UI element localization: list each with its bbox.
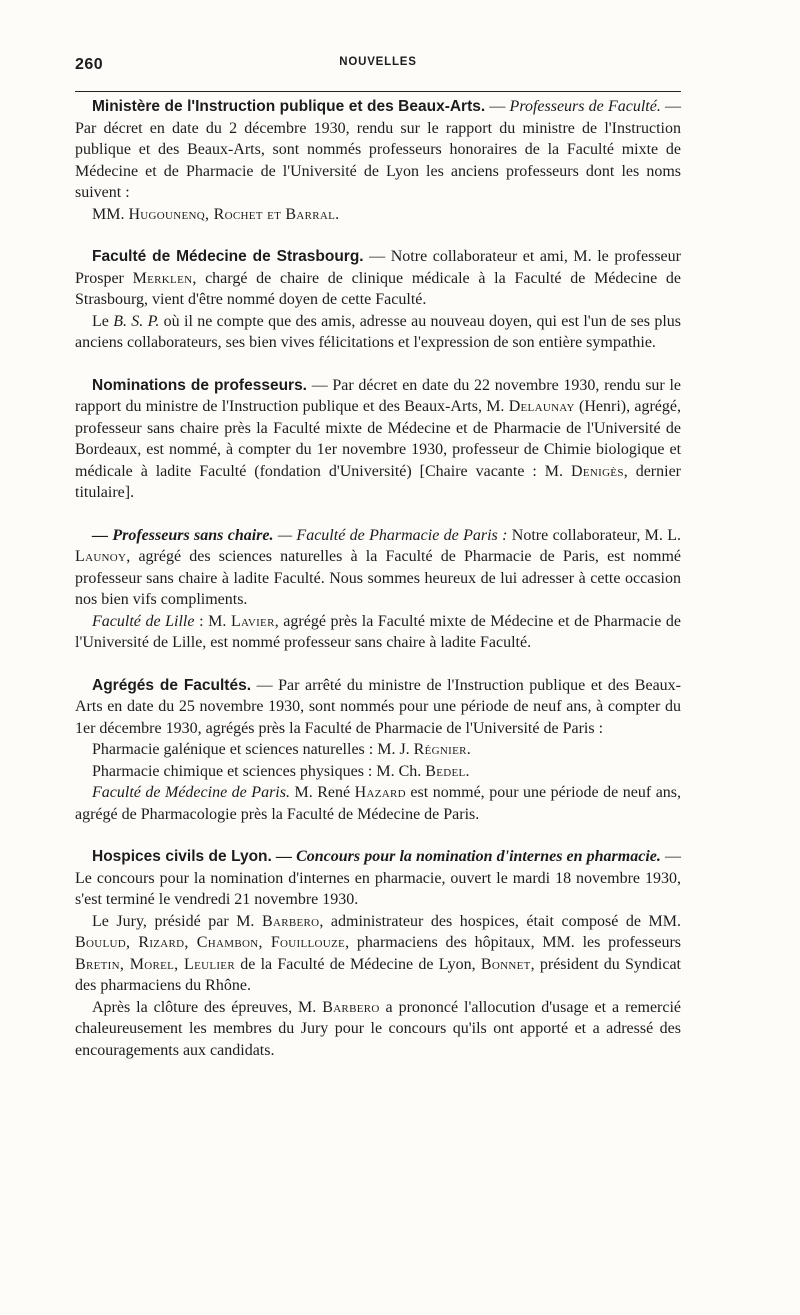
person-names: Hugounenq, Rochet et Barral. [128,205,340,223]
paragraph-text: de la Faculté de Médecine de Lyon, [240,955,476,973]
paragraph-text: où il ne compte que des amis, adresse au nouveau doyen, qui est l'un de ses plus anciens collaborateurs, ses bien vives félicitations et l'expression de son entière sympathie. [75,312,681,351]
paragraph-text: — Le concours pour la nomination d'internes en pharmacie, ouvert le mardi 18 novembre 1930, s'est terminé le vendredi 21 novembre 1930. [75,848,682,908]
section-ministere [75,96,681,225]
person-name: Lavier [230,612,275,630]
paragraph [75,525,681,611]
section-subheading: Professeurs de Faculté. [509,98,661,115]
paragraph [75,246,681,311]
section-heading: Nominations de professeurs. [92,376,307,394]
paragraph-text: , pharmaciens des hôpitaux, MM. les professeurs [345,934,681,951]
paragraph-text: Après la clôture des épreuves, M. [92,998,317,1016]
paragraph-text: , agrégé près la Faculté mixte de Médecine et de Pharmacie de l'Université de Lille, est nommé professeur sans chaire à ladite Faculté. [75,612,682,651]
paragraph-text: a prononcé l'allocution d'usage et a remercié chaleureusement les membres du Jury pour le concours qu'ils ont apporté et a adressé des encouragements aux candidats. [75,998,682,1059]
mm-label: MM. [92,205,125,223]
person-name: Launoy [75,548,127,565]
section-subheading: Faculté de Médecine de Paris. [92,784,290,801]
paragraph: Ministère de l'Instruction publique et des Beaux-Arts. — Professeurs de Faculté. — Par décret en date du 2 décembre 1930, rendu sur le rapport du ministre de l'Instruction publique et des Beaux-Arts, sont nommés professeurs honoraires de la Faculté mixte de Médecine et de Pharmacie de l'Université de Lyon les anciens professeurs dont les noms suivent : [75,98,682,201]
paragraph [75,911,681,997]
running-head: NOUVELLES [339,56,417,68]
person-names: Boulud, Rizard, Chambon, Fouillouze [75,934,346,951]
paragraph [75,311,681,354]
paragraph-text: — Par arrêté du ministre de l'Instruction publique et des Beaux-Arts en date du 25 novembre 1930, sont nommés pour une période de neuf ans, à compter du 1er décembre 1930, agrégés près la Faculté de Pharmacie de l'Université de Paris : [75,676,681,737]
list-text: Pharmacie galénique et sciences naturelles : M. J. [92,741,410,758]
section-heading: Ministère de l'Instruction publique et des Beaux-Arts. [92,98,486,115]
person-name: Delaunay [508,398,575,415]
paragraph [75,611,681,654]
section-subheading: — Faculté de Pharmacie de Paris : [277,526,508,544]
section-heading: Agrégés de Facultés. [92,676,252,694]
person-name: Hazard [354,784,406,801]
paragraph-text: , chargé de chaire de clinique médicale à la Faculté de Médecine de Strasbourg, vient d'être nommé doyen de cette Faculté. [75,269,681,308]
paragraph [75,997,681,1062]
paragraph [75,375,681,504]
person-name: Denigès [570,462,624,480]
paragraph-text: Par décret en date du 2 décembre 1930, rendu sur le rapport du ministre de l'Instruction publique et des Beaux-Arts, sont nommés professeurs honoraires de la Faculté mixte de Médecine et de Pharmacie de l'Université de Lyon les anciens professeurs dont les noms suivent : [75,119,681,201]
section-sans-chaire [75,525,681,654]
page-header [75,56,681,82]
person-name: Merklen [132,269,193,287]
paragraph [75,675,681,740]
page-number: 260 [75,56,104,73]
section-heading: Hospices civils de Lyon. [92,848,272,865]
paragraph-text: — Notre collaborateur et ami, M. le professeur Prosper [75,248,681,287]
paragraph-text: Notre collaborateur, M. L. [511,526,682,544]
paragraph-text: : M. [199,612,227,630]
section-strasbourg [75,246,681,354]
person-names: Bretin, Morel, Leulier [75,955,235,973]
paragraph-text: (Henri), agrégé, professeur sans chaire près la Faculté mixte de Médecine et de Pharmacie de l'Université de Bordeaux, est nommé, à compter du [75,398,682,458]
list-item: Pharmacie chimique et sciences physiques : M. Ch. Bedel. [92,762,470,780]
person-name: Barbero [261,912,320,930]
paragraph-text: , administrateur des hospices, était composé de MM. [319,912,682,930]
paragraph [75,846,681,911]
header-rule [75,91,681,92]
person-name: Bedel [425,762,466,780]
section-hospices [75,846,681,1061]
paragraph-text: , agrégé des sciences naturelles à la Faculté de Pharmacie de Paris, est nommé professeur sans chaire à ladite Faculté. Nous sommes heureux de lui adresser à cette occasion nos bien vifs compliments. [75,548,681,608]
person-name: Régnier [413,741,467,758]
list-text: Pharmacie chimique et sciences physiques : M. Ch. [92,762,422,780]
paragraph-text: , président du Syndicat des pharmaciens du Rhône. [75,955,682,994]
section-subheading: Faculté de Lille [92,612,195,630]
section-heading: — Professeurs sans chaire. [92,526,274,544]
paragraph-text: , dernier titulaire]. [75,462,682,501]
section-subheading: — Concours pour la nomination d'internes en pharmacie. [275,848,661,865]
paragraph-text: Le [92,312,109,330]
section-nominations [75,375,681,504]
article-body [75,96,681,1061]
list-item: Pharmacie galénique et sciences naturelles : M. J. Régnier. [92,741,471,758]
paragraph-text: — Par décret en date du 22 novembre 1930, rendu sur le rapport du ministre de l'Instruction publique et des Beaux-Arts, M. [75,376,682,415]
person-name: Barbero [322,998,380,1016]
paragraph-text: est nommé, pour une période de neuf ans, agrégé de Pharmacologie près la Faculté de Médecine de Paris. [75,784,682,823]
paragraph-text: Le Jury, présidé par M. [92,912,255,930]
section-heading: Faculté de Médecine de Strasbourg. [92,248,364,265]
date-ordinal: 1er [316,441,338,458]
paragraph [75,782,681,825]
paragraph-text: novembre 1930, professeur de Chimie biologique et médicale à ladite Faculté (fondation d'Université) [Chaire vacante : M. [75,441,682,480]
journal-abbrev: B. S. P. [113,312,160,330]
section-agreges [75,675,681,826]
paragraph [75,204,681,226]
person-name: Bonnet [480,955,531,973]
paragraph-text: M. René [294,784,351,801]
